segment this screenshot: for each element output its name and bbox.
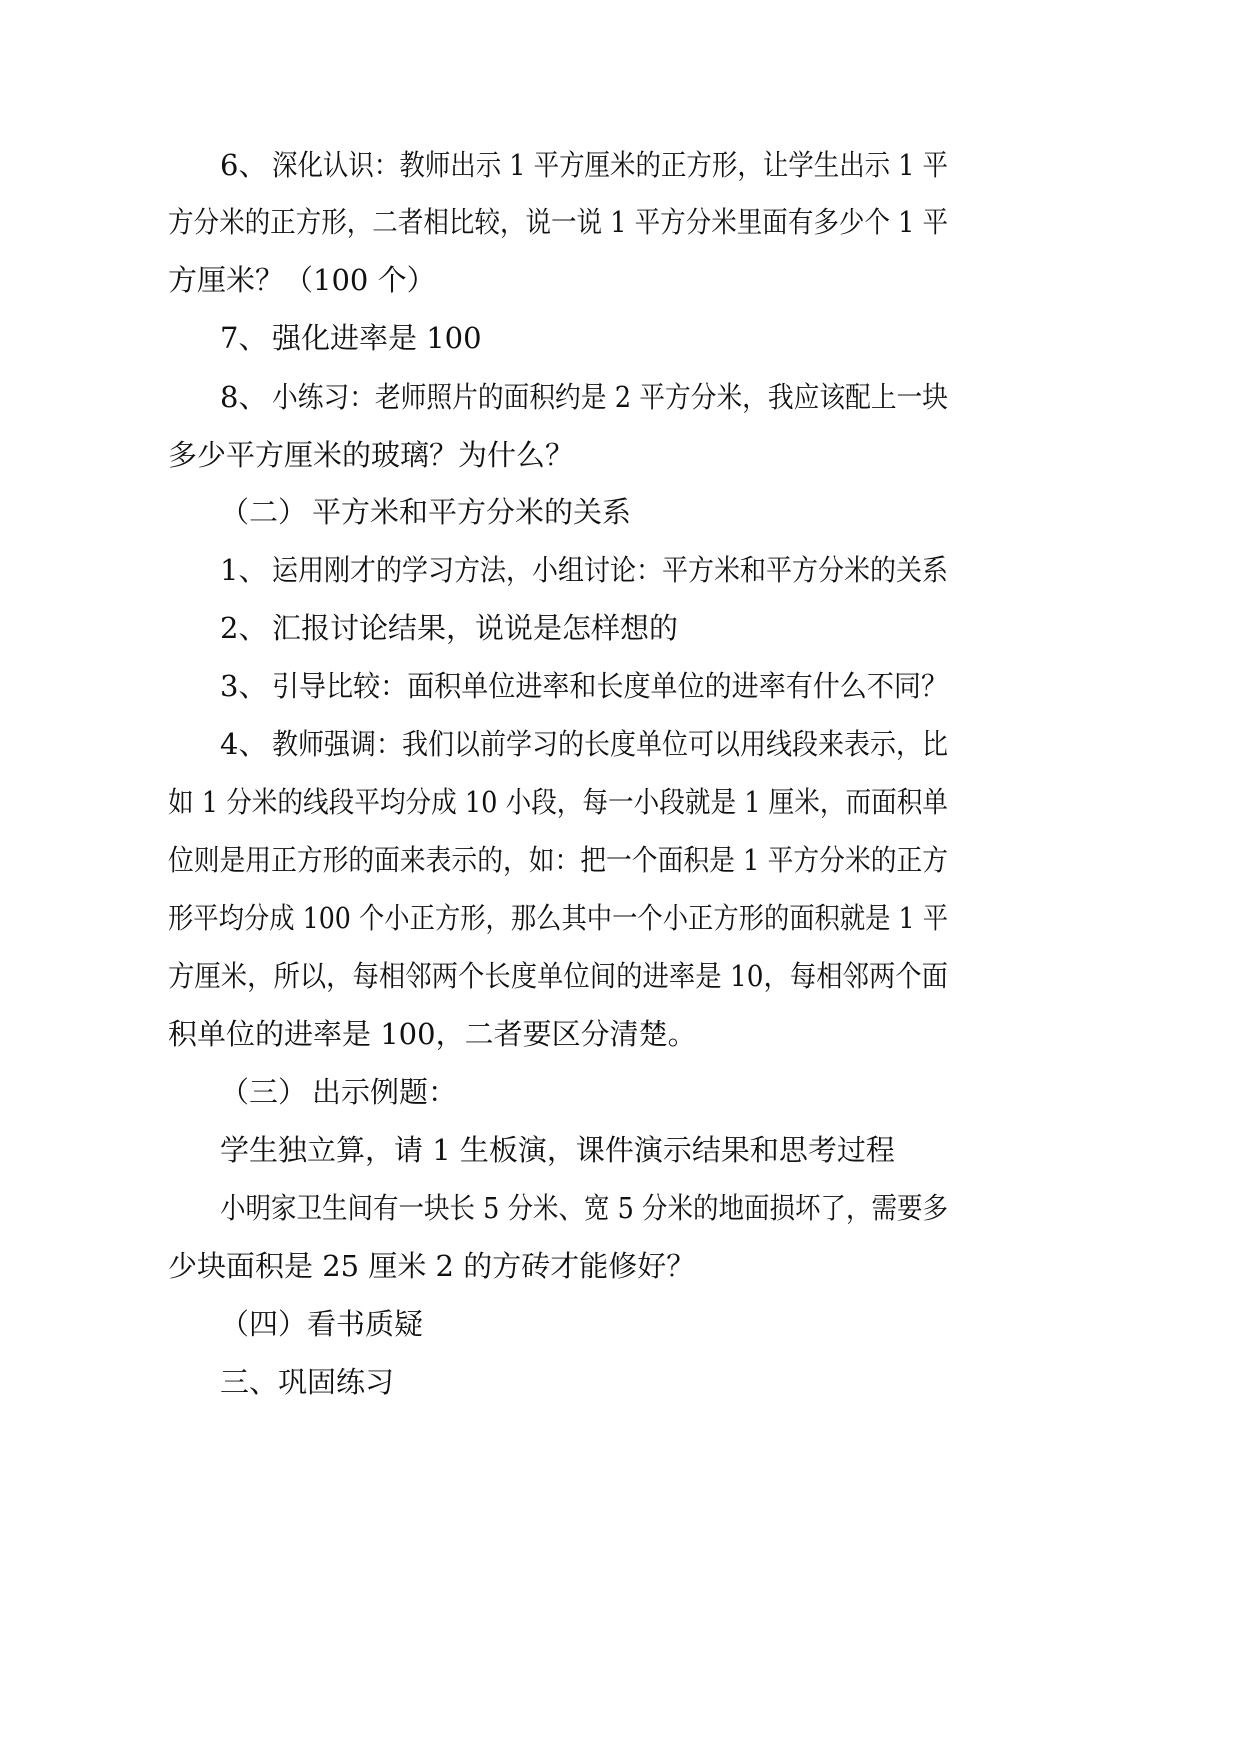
item-number: 7、: [220, 321, 268, 355]
item-number: 8、: [220, 380, 268, 414]
paragraph-text: 积单位的进率是 100，二者要区分清楚。: [168, 1017, 697, 1051]
paragraph-text: 强化进率是 100: [272, 321, 482, 355]
section-number: （二）: [220, 495, 308, 529]
paragraph-text: 方厘米？（100 个）: [168, 263, 436, 297]
item-number: 3、: [220, 669, 268, 703]
paragraph-text: 少块面积是 25 厘米 2 的方砖才能修好？: [168, 1249, 696, 1283]
item-number: 2、: [220, 611, 268, 645]
paragraph-text: 如 1 分米的线段平均分成 10 小段，每一小段就是 1 厘米，而面积单: [168, 785, 948, 819]
section-title: 出示例题：: [312, 1075, 458, 1109]
item-number: 6、: [220, 148, 268, 182]
paragraph-text: 小明家卫生间有一块长 5 分米、宽 5 分米的地面损坏了，需要多: [220, 1191, 949, 1225]
paragraph-text: 学生独立算，请 1 生板演，课件演示结果和思考过程: [220, 1133, 895, 1167]
paragraph-text: 教师强调：我们以前学习的长度单位可以用线段来表示，比: [272, 727, 948, 761]
paragraph-text: 位则是用正方形的面来表示的，如：把一个面积是 1 平方分米的正方: [168, 843, 949, 877]
paragraph-text: 方厘米，所以，每相邻两个长度单位间的进率是 10，每相邻两个面: [168, 959, 949, 993]
section-number: （三）: [220, 1075, 308, 1109]
section-title: （四）看书质疑: [220, 1307, 424, 1341]
paragraph-text: 小练习：老师照片的面积约是 2 平方分米，我应该配上一块: [272, 380, 949, 414]
paragraph-text: 方分米的正方形，二者相比较，说一说 1 平方分米里面有多少个 1 平: [168, 205, 949, 239]
item-number: 1、: [220, 553, 268, 587]
paragraph-text: 多少平方厘米的玻璃？为什么？: [168, 438, 575, 472]
paragraph-text: 深化认识：教师出示 1 平方厘米的正方形，让学生出示 1 平: [272, 148, 949, 182]
paragraph-text: 运用刚才的学习方法，小组讨论：平方米和平方分米的关系: [272, 553, 948, 587]
section-title: 三、巩固练习: [220, 1365, 395, 1399]
item-number: 4、: [220, 727, 268, 761]
section-title: 平方米和平方分米的关系: [312, 495, 632, 529]
paragraph-text: 形平均分成 100 个小正方形，那么其中一个小正方形的面积就是 1 平: [168, 901, 949, 935]
paragraph-text: 引导比较：面积单位进率和长度单位的进率有什么不同？: [272, 669, 949, 703]
paragraph-text: 汇报讨论结果，说说是怎样想的: [272, 611, 679, 645]
